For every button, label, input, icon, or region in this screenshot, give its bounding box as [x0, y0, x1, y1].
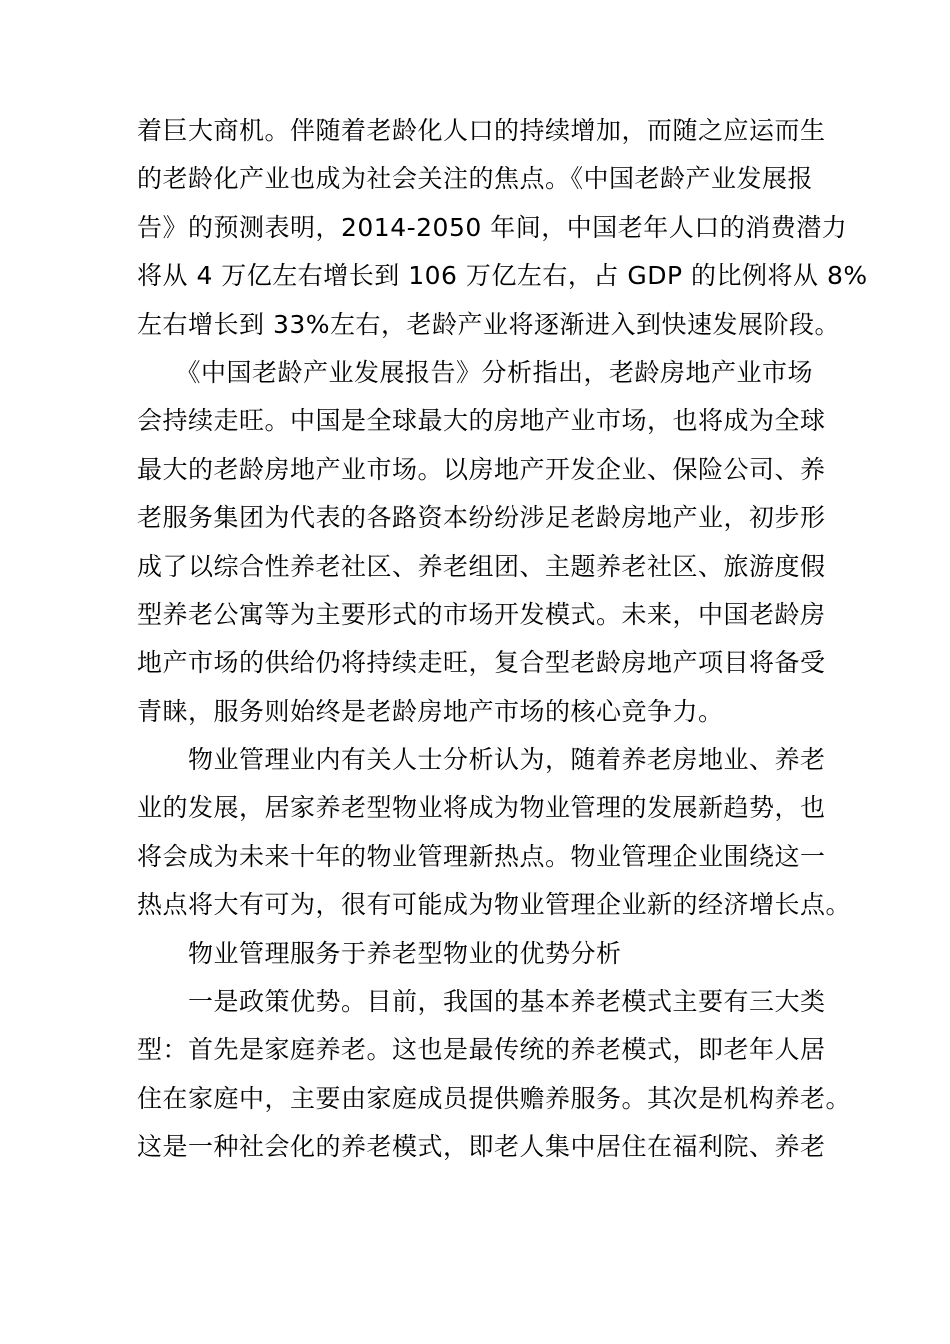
- text-line: 热点将大有可为，很有可能成为物业管理企业新的经济增长点。: [137, 890, 852, 920]
- text-line: 最大的老龄房地产业市场。以房地产开发企业、保险公司、养: [137, 454, 826, 484]
- text-line: 这是一种社会化的养老模式，即老人集中居住在福利院、养老: [137, 1132, 826, 1162]
- paragraph-p2: [137, 349, 837, 736]
- text-line: 的老龄化产业也成为社会关注的焦点。《中国老龄产业发展报: [137, 164, 814, 194]
- text-line: 业的发展，居家养老型物业将成为物业管理的发展新趋势，也: [137, 793, 826, 823]
- text-line: 成了以综合性养老社区、养老组团、主题养老社区、旅游度假: [137, 551, 826, 581]
- paragraph-p4: [137, 930, 837, 978]
- text-line: 地产市场的供给仍将持续走旺，复合型老龄房地产项目将备受: [137, 648, 826, 678]
- text-line: 左右增长到 33%左右，老龄产业将逐渐进入到快速发展阶段。: [137, 309, 841, 339]
- text-line: 老服务集团为代表的各路资本纷纷涉足老龄房地产业，初步形: [137, 503, 826, 533]
- text-line: 物业管理业内有关人士分析认为，随着养老房地业、养老: [137, 745, 826, 775]
- paragraph-p5: [137, 978, 852, 1172]
- text-line: 会持续走旺。中国是全球最大的房地产业市场，也将成为全球: [137, 406, 826, 436]
- text-line: 型：首先是家庭养老。这也是最传统的养老模式，即老年人居: [137, 1035, 826, 1065]
- text-line: 将会成为未来十年的物业管理新热点。物业管理企业围绕这一: [137, 841, 826, 871]
- text-line: 物业管理服务于养老型物业的优势分析: [137, 938, 622, 968]
- text-line: 告》的预测表明，2014-2050 年间，中国老年人口的消费潜力: [137, 212, 848, 242]
- text-line: 《中国老龄产业发展报告》分析指出，老龄房地产业市场: [137, 357, 814, 387]
- text-line: 一是政策优势。目前，我国的基本养老模式主要有三大类: [137, 987, 826, 1017]
- paragraph-p1: [137, 107, 868, 349]
- text-line: 青睐，服务则始终是老龄房地产市场的核心竞争力。: [137, 696, 724, 726]
- text-line: 住在家庭中，主要由家庭成员提供赡养服务。其次是机构养老。: [137, 1083, 852, 1113]
- paragraph-p3: [137, 736, 852, 930]
- text-line: 型养老公寓等为主要形式的市场开发模式。未来，中国老龄房: [137, 599, 826, 629]
- text-line: 着巨大商机。伴随着老龄化人口的持续增加，而随之应运而生: [137, 116, 826, 145]
- text-line: 将从 4 万亿左右增长到 106 万亿左右，占 GDP 的比例将从 8%: [137, 261, 868, 291]
- body-text: [137, 107, 868, 1172]
